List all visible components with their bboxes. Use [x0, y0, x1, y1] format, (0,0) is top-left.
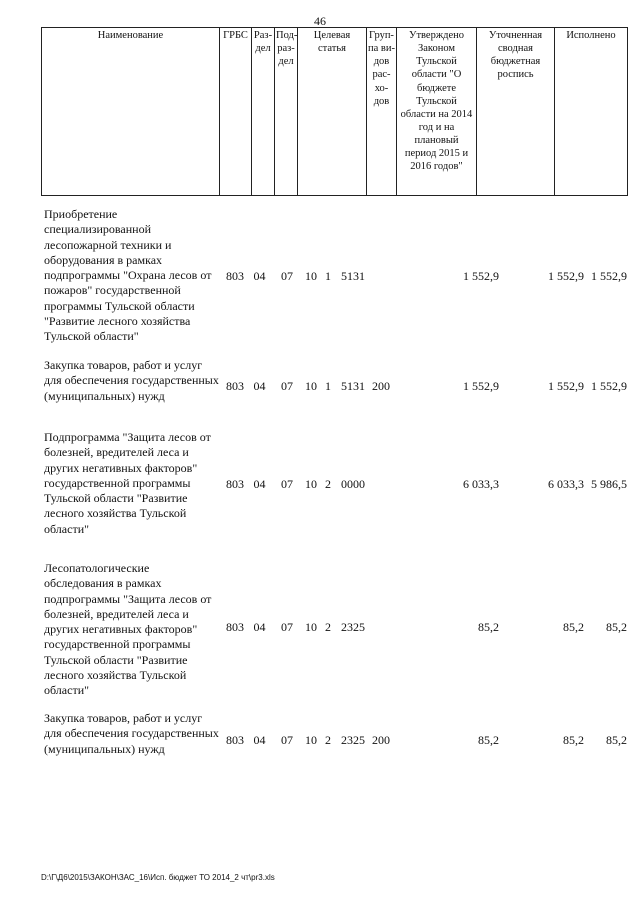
header-approved: Утверждено Законом Тульской области "О бюджете Тульской области на 2014 год и на плановый период 2015 и 2016 годов" — [397, 28, 477, 196]
cell-executed: 1 552,9 — [591, 379, 627, 393]
cell-grbs: 803 — [226, 379, 244, 393]
cell-approved: 85,2 — [478, 620, 499, 634]
header-razdel: Раз-дел — [252, 28, 275, 196]
row-name: Закупка товаров, работ и услуг для обеспечения государственных (муниципальных) нужд — [44, 358, 219, 403]
cell-executed: 85,2 — [606, 620, 627, 634]
header-target: Целевая статья — [298, 28, 367, 196]
cell-podrazdel: 07 — [281, 620, 293, 634]
table-header — [41, 27, 628, 196]
cell-razdel: 04 — [253, 477, 266, 491]
cell-specified: 85,2 — [563, 620, 584, 634]
cell-vid: 200 — [372, 379, 390, 393]
cell-grbs: 803 — [226, 620, 244, 634]
cell-approved: 1 552,9 — [463, 269, 499, 283]
page-number: 46 — [314, 14, 326, 28]
header-grbs: ГРБС — [220, 28, 252, 196]
row-name: Приобретение специализированной лесопожарной техники и оборудования в рамках подпрограммы "Охрана лесов от пожаров" государственной программы Тульской области "Развитие лесного хозяйства Тульской области" — [44, 207, 212, 344]
cell-vid: 200 — [372, 733, 390, 747]
cell-razdel: 04 — [253, 620, 266, 634]
cell-specified: 6 033,3 — [548, 477, 584, 491]
cell-razdel: 04 — [253, 379, 266, 393]
cell-podrazdel: 07 — [281, 477, 293, 491]
header-executed: Исполнено — [555, 28, 628, 196]
header-vid: Груп-па ви-дов рас-хо-дов — [367, 28, 397, 196]
row-name: Закупка товаров, работ и услуг для обеспечения государственных (муниципальных) нужд — [44, 711, 219, 756]
cell-specified: 1 552,9 — [548, 379, 584, 393]
footer-file-path: D:\Г\Д6\2015\ЗАКОН\ЗАС_16\Исп. бюджет ТО 2014_2 чт\pr3.xls — [41, 873, 275, 882]
cell-target-subprogram: 2 — [325, 620, 331, 634]
cell-target-code: 5131 — [341, 379, 365, 393]
cell-executed: 85,2 — [606, 733, 627, 747]
row-name: Лесопатологические обследования в рамках подпрограммы "Защита лесов от болезней, вредителей леса и других негативных факторов" государственной программы Тульской области "Развитие лесного хозяйства Тульской области" — [44, 561, 212, 698]
cell-target-code: 0000 — [341, 477, 365, 491]
cell-specified: 85,2 — [563, 733, 584, 747]
cell-target-program: 10 — [305, 620, 317, 634]
cell-approved: 85,2 — [478, 733, 499, 747]
cell-podrazdel: 07 — [281, 379, 293, 393]
cell-target-subprogram: 1 — [325, 379, 331, 393]
cell-specified: 1 552,9 — [548, 269, 584, 283]
cell-target-program: 10 — [305, 477, 317, 491]
cell-approved: 1 552,9 — [463, 379, 499, 393]
cell-target-code: 2325 — [341, 733, 365, 747]
header-specified: Уточненная сводная бюджетная роспись — [477, 28, 555, 196]
cell-grbs: 803 — [226, 733, 244, 747]
cell-target-subprogram: 2 — [325, 477, 331, 491]
cell-target-code: 5131 — [341, 269, 365, 283]
cell-target-subprogram: 2 — [325, 733, 331, 747]
cell-podrazdel: 07 — [281, 733, 293, 747]
header-podrazdel: Под-раз-дел — [275, 28, 298, 196]
cell-grbs: 803 — [226, 477, 244, 491]
row-name: Подпрограмма "Защита лесов от болезней, вредителей леса и других негативных факторов" государственной программы Тульской области "Развитие лесного хозяйства Тульской области" — [44, 430, 211, 536]
cell-razdel: 04 — [253, 269, 266, 283]
header-name: Наименование — [42, 28, 220, 196]
cell-target-code: 2325 — [341, 620, 365, 634]
cell-executed: 1 552,9 — [591, 269, 627, 283]
cell-razdel: 04 — [253, 733, 266, 747]
cell-executed: 5 986,5 — [591, 477, 627, 491]
cell-approved: 6 033,3 — [463, 477, 499, 491]
cell-target-subprogram: 1 — [325, 269, 331, 283]
cell-target-program: 10 — [305, 733, 317, 747]
cell-target-program: 10 — [305, 269, 317, 283]
cell-grbs: 803 — [226, 269, 244, 283]
cell-podrazdel: 07 — [281, 269, 293, 283]
cell-target-program: 10 — [305, 379, 317, 393]
